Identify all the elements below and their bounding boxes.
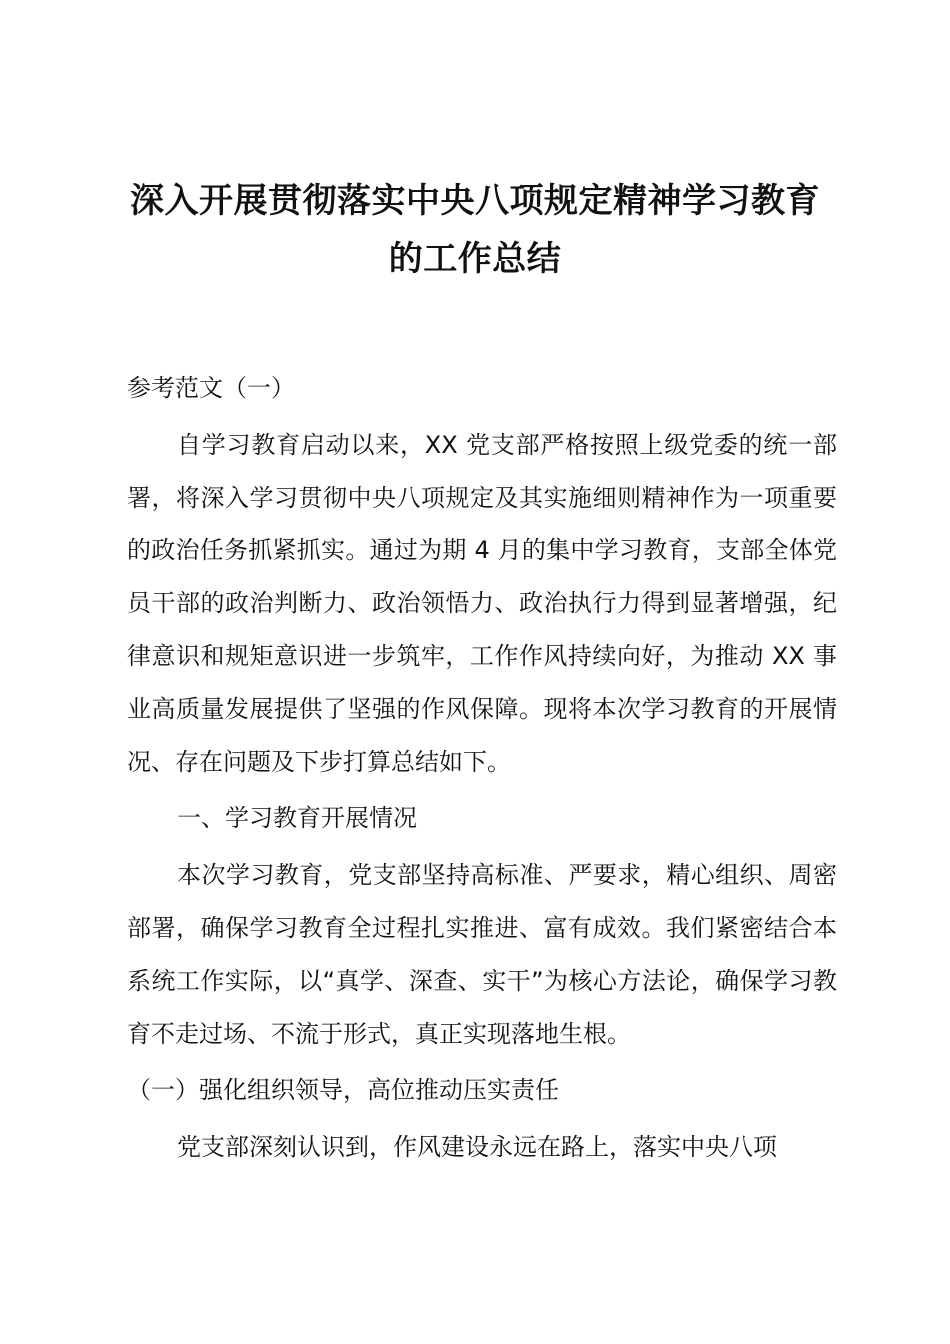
document-title (100, 172, 850, 288)
title-line-2: 的工作总结 (388, 239, 562, 279)
subsection-heading-1: （一）强化组织领导，高位推动压实责任 (127, 1076, 559, 1105)
intro-paragraph: 自学习教育启动以来，XX 党支部严格按照上级党委的统一部署，将深入学习贯彻中央八项规定及其实施细则精神作为一项重要的政治任务抓紧抓实。通过为期 4 月的集中学习教育，支部全体党员干部的政治判断力、政治领悟力、政治执行力得到显著增强，纪律意识和规矩意识进一步筑牢，工作作风持续向好，为推动 XX 事业高质量发展提供了坚强的作风保障。现将本次学习教育的开展情况、存在问题及下步打算总结如下。 (127, 430, 837, 776)
section-paragraph-1: 本次学习教育，党支部坚持高标准、严要求，精心组织、周密部署，确保学习教育全过程扎实推进、富有成效。我们紧密结合本系统工作实际，以“真学、深查、实干”为核心方法论，确保学习教育不走过场、不流于形式，真正实现落地生根。 (127, 861, 837, 1048)
reference-label: 参考范文（一） (127, 374, 295, 402)
title-line-1: 深入开展贯彻落实中央八项规定精神学习教育 (130, 181, 820, 221)
section-heading-1: 一、学习教育开展情况 (177, 804, 417, 833)
subsection-paragraph-1: 党支部深刻认识到，作风建设永远在路上，落实中央八项 (177, 1133, 777, 1162)
document-body (127, 362, 837, 1174)
